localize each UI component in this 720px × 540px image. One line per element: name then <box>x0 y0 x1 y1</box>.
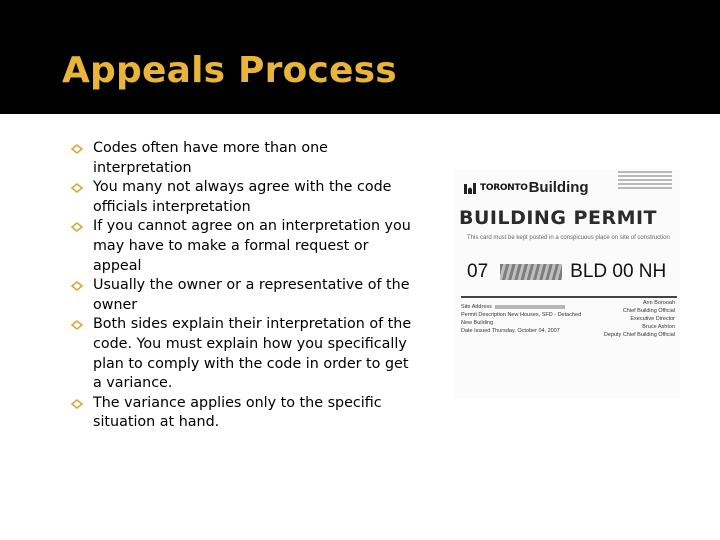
bullet-text: Both sides explain their interpretation of the code. You must explain how you specifically plan to comply with the code in order to get a variance. <box>93 316 412 392</box>
permit-official-line: Deputy Chief Building Official <box>603 332 675 338</box>
bullet-text: Codes often have more than one interpretation <box>93 140 328 176</box>
bullet-list <box>70 139 420 433</box>
bullet-item <box>70 394 420 433</box>
hollow-diamond-icon <box>70 144 84 154</box>
permit-detail-line: New Building <box>461 320 494 326</box>
permit-number-prefix: 07 <box>467 261 489 282</box>
permit-detail-line: Permit Description New Houses, SFD - Detached <box>461 312 582 318</box>
hollow-diamond-icon <box>70 281 84 291</box>
permit-divider <box>461 296 677 298</box>
city-hall-icon <box>463 181 477 195</box>
slide-body <box>0 114 720 540</box>
building-permit-image <box>455 169 680 399</box>
permit-city: TORONTO <box>480 182 528 193</box>
hollow-diamond-icon <box>70 222 84 232</box>
permit-number-suffix: BLD 00 NH <box>570 261 667 282</box>
redacted-mark <box>495 305 565 309</box>
permit-number <box>467 261 666 283</box>
bullet-item <box>70 139 420 178</box>
permit-heading: BUILDING PERMIT <box>459 207 658 229</box>
redacted-mark <box>500 264 562 280</box>
bullet-item <box>70 276 420 315</box>
bullet-text: Usually the owner or a representative of the owner <box>93 277 410 313</box>
hollow-diamond-icon <box>70 399 84 409</box>
bullet-item <box>70 178 420 217</box>
permit-department: Building <box>528 179 589 196</box>
permit-official-line: Executive Director <box>630 316 675 322</box>
permit-details-right <box>603 300 675 340</box>
permit-address-block <box>618 171 672 191</box>
permit-detail-line: Site Address <box>461 304 589 312</box>
hollow-diamond-icon <box>70 320 84 330</box>
hollow-diamond-icon <box>70 183 84 193</box>
permit-official-line: Bruce Ashton <box>642 324 675 330</box>
permit-official-line: Ann Borooah <box>642 300 675 306</box>
permit-note: This card must be kept posted in a conspicuous place on site of construction <box>467 235 670 241</box>
bullet-text: If you cannot agree on an interpretation you may have to make a formal request or appeal <box>93 218 411 274</box>
bullet-item <box>70 315 420 393</box>
permit-detail-line: Date Issued Thursday, October 04, 2007 <box>461 328 560 334</box>
bullet-text: You many not always agree with the code officials interpretation <box>93 179 392 215</box>
bullet-item <box>70 217 420 276</box>
permit-logo <box>463 179 589 196</box>
permit-official-line: Chief Building Official <box>622 308 675 314</box>
permit-details-left <box>461 304 589 336</box>
slide-title: Appeals Process <box>62 50 397 91</box>
bullet-text: The variance applies only to the specific situation at hand. <box>93 394 382 431</box>
